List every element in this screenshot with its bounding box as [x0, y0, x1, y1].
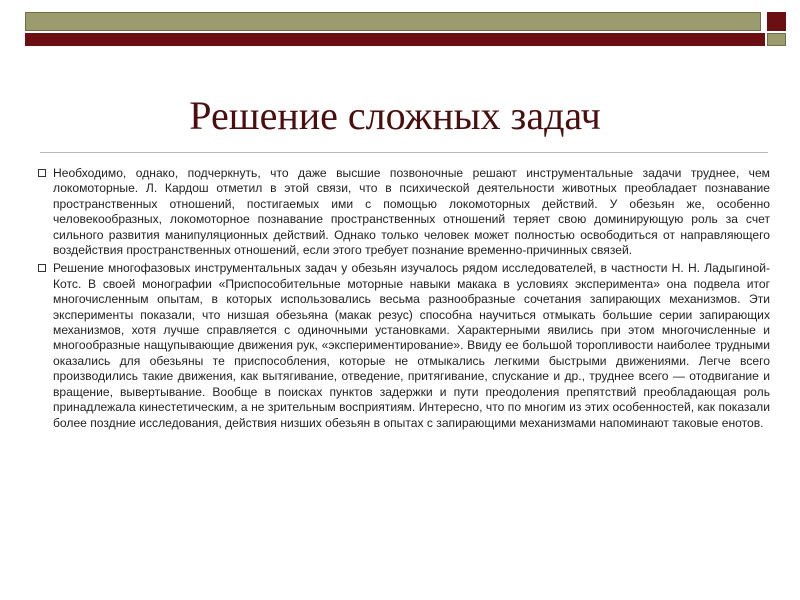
- paragraph-text: Решение многофазовых инструментальных задач у обезьян изучалось рядом исследователей, в частности Н. Н. Ладыгиной-Котс. В своей монографии «Приспособительные моторные навыки макака в условиях эксперимента» она подвела итог многочисленным опытам, в которых использовались весьма разнообразные сочетания запирающих механизмов. Эти эксперименты показали, что низшая обезьяна (макак резус) способна научиться отмыкать большие серии запирающих механизмов, хотя лучше справляется с одиночными установками. Характерными явились при этом многочисленные и многообразные нащупывающие движения рук, «экспериментирование». Ввиду ее большой торопливости наиболее трудными оказались для обезьяны те приспособления, которые не отмыкались легкими быстрыми движениями. Легче всего производились такие движения, как вытягивание, отведение, притягивание, спускание и др., труднее всего — отодвигание и вращение, вывертывание. Вообще в поисках пунктов задержки и пути преодоления препятствий преобладающая роль принадлежала кинестетическим, а не зрительным восприятиям. Интересно, что по многим из этих особенностей, как показали более поздние исследования, действия низших обезьян в опытах с запирающими механизмами напоминают таковые енотов.: [53, 261, 770, 430]
- header-bar-olive: [25, 12, 761, 31]
- bullet-paragraph: [38, 166, 770, 258]
- header-bar-red: [25, 33, 765, 46]
- square-bullet-icon: [38, 169, 46, 177]
- header-square-olive: [767, 33, 786, 46]
- slide-body: [38, 166, 770, 434]
- slide-title: Решение сложных задач: [189, 93, 601, 138]
- title-divider: [40, 152, 768, 153]
- header-square-red: [767, 12, 786, 31]
- bullet-paragraph: [38, 261, 770, 430]
- paragraph-text: Необходимо, однако, подчеркнуть, что даже высшие позвоночные решают инструментальные задачи труднее, чем локомоторные. Л. Кардош отметил в этой связи, что в психической деятельности животных преобладает познавание пространственных отношений, постигаемых ими с помощью локомоторных действий. У обезьян же, особенно человекообразных, локомоторное познавание пространственных отношений теряет свою доминирующую роль за счет сильного развития манипуляционных действий. Однако только человек может полностью освободиться от направляющего воздействия пространственных отношений, если этого требует познание временно-причинных связей.: [53, 166, 770, 258]
- square-bullet-icon: [38, 264, 46, 272]
